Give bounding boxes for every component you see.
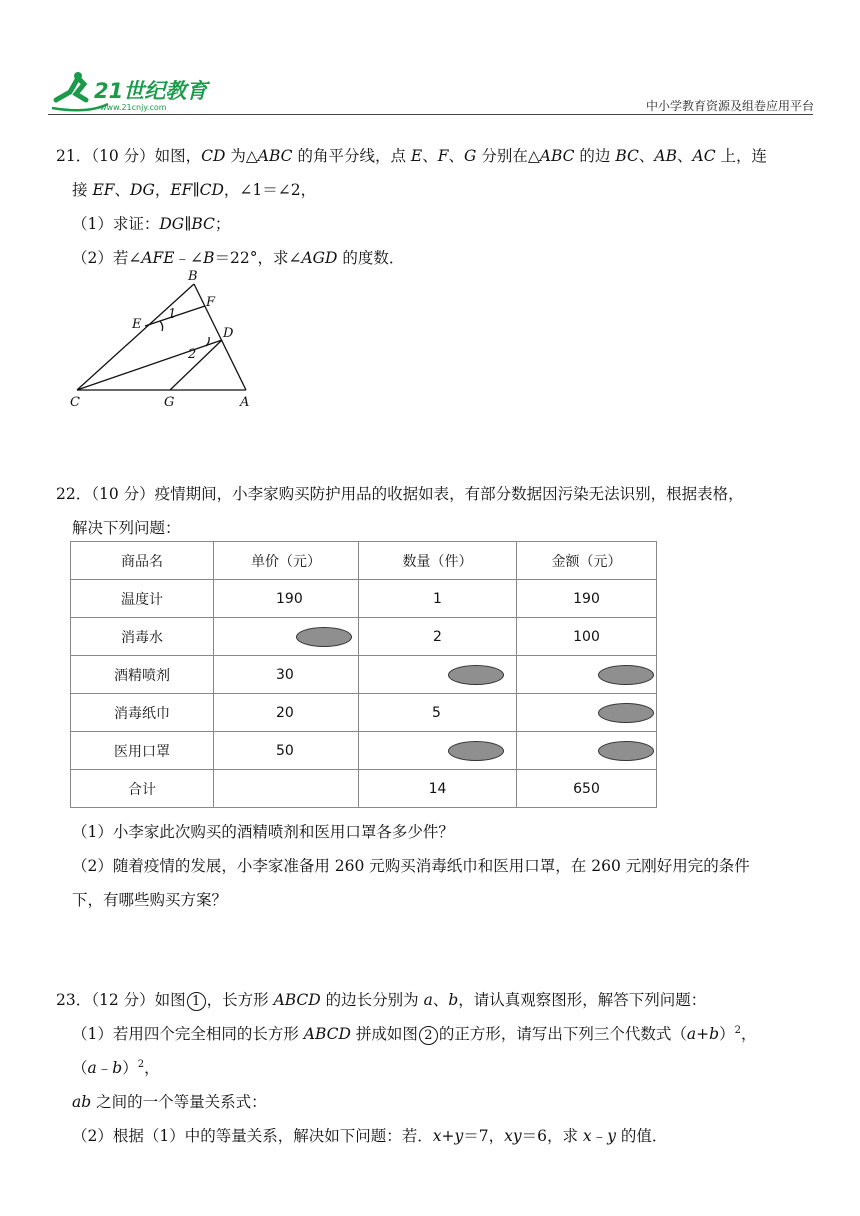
table-header-cell: 单价（元） — [214, 542, 359, 580]
unit-price-stained — [214, 618, 359, 656]
q22-line2: 解决下列问题： — [72, 519, 181, 537]
quantity: 5 — [359, 694, 517, 732]
stain-blot — [296, 627, 352, 647]
table-row — [71, 580, 657, 618]
product-name: 消毒纸巾 — [71, 694, 214, 732]
amount: 100 — [517, 618, 657, 656]
svg-text:B: B — [188, 269, 198, 284]
svg-text:F: F — [206, 295, 216, 310]
table-row — [71, 732, 657, 770]
unit-price: 30 — [214, 656, 359, 694]
svg-text:www.21cnjy.com: www.21cnjy.com — [100, 103, 167, 112]
q21-part1: （1）求证：DG∥BC； — [72, 215, 231, 233]
table-header-row — [71, 542, 657, 580]
svg-text:E: E — [132, 317, 142, 332]
site-logo — [48, 70, 218, 116]
svg-text:1: 1 — [168, 307, 177, 322]
table-header-cell: 金额（元） — [517, 542, 657, 580]
q21-line2: 接 EF、DG，EF∥CD，∠1＝∠2， — [72, 181, 317, 199]
runner-logo-icon — [48, 70, 218, 112]
svg-text:A: A — [240, 395, 250, 410]
q23-part1-line1: （1）若用四个完全相同的长方形 ABCD 拼成如图 2 的正方形，请写出下列三个代数式$(a+b)^2$， — [72, 1024, 757, 1043]
q21-part2: （2）若∠AFE﹣∠B＝22°，求∠AGD 的度数． — [72, 249, 405, 267]
stain-blot — [598, 665, 654, 685]
segment-CD — [77, 340, 222, 390]
amount: 650 — [517, 770, 657, 808]
header-divider — [48, 114, 813, 115]
edge-CB — [77, 284, 197, 390]
edge-BA — [194, 284, 246, 390]
product-name: 消毒水 — [71, 618, 214, 656]
platform-label: 中小学教育资源及组卷应用平台 — [645, 99, 814, 113]
q23-part2: （2）根据（1）中的等量关系，解决如下问题：若．x+y＝7，xy＝6，求 x﹣y 的值． — [72, 1127, 668, 1145]
amount: 190 — [517, 580, 657, 618]
amount-stained — [517, 694, 657, 732]
svg-text:C: C — [70, 395, 80, 410]
quantity: 1 — [359, 580, 517, 618]
table-row — [71, 694, 657, 732]
q22-part2-line1: （2）随着疫情的发展，小李家准备用 260 元购买消毒纸巾和医用口罩，在 260 元刚好用完的条件 — [72, 857, 750, 875]
unit-price: 190 — [214, 580, 359, 618]
amount-stained — [517, 656, 657, 694]
unit-price: 20 — [214, 694, 359, 732]
table-row — [71, 656, 657, 694]
stain-blot — [598, 703, 654, 723]
q23-part1-line2: （a﹣b）$^2$， — [72, 1058, 160, 1077]
svg-text:2: 2 — [188, 347, 197, 362]
q22-line1: 22．（10 分）疫情期间，小李家购买防护用品的收据如表，有部分数据因污染无法识别，根据表格， — [56, 485, 744, 503]
product-name: 温度计 — [71, 580, 214, 618]
svg-text:G: G — [164, 395, 175, 410]
q21-line1: 21．（10 分）如图，CD 为△ABC 的角平分线，点 E、F、G 分别在△ABC 的边 BC、AB、AC 上，连 — [56, 147, 768, 165]
unit-price — [214, 770, 359, 808]
figure-1-marker: 1 — [187, 992, 206, 1011]
stain-blot — [448, 741, 504, 761]
table-total-row — [71, 770, 657, 808]
product-name: 医用口罩 — [71, 732, 214, 770]
table-header-cell: 商品名 — [71, 542, 214, 580]
quantity-stained — [359, 732, 517, 770]
angle-1-arc — [160, 321, 163, 331]
q23-line1: 23．（12 分）如图 1 ，长方形 ABCD 的边长分别为 a、b，请认真观察图形，解答下列问题： — [56, 991, 707, 1009]
quantity-stained — [359, 656, 517, 694]
product-name: 酒精喷剂 — [71, 656, 214, 694]
unit-price: 50 — [214, 732, 359, 770]
stain-blot — [448, 665, 504, 685]
receipt-table — [70, 541, 657, 808]
stain-blot — [598, 741, 654, 761]
svg-text:D: D — [223, 326, 234, 341]
figure-2-marker: 2 — [419, 1026, 438, 1045]
quantity: 14 — [359, 770, 517, 808]
q23-part1-line3: ab 之间的一个等量关系式： — [72, 1093, 267, 1111]
product-name: 合计 — [71, 770, 214, 808]
table-header-cell: 数量（件） — [359, 542, 517, 580]
q22-part2-line2: 下，有哪些购买方案？ — [72, 891, 228, 909]
svg-text:21世纪教育: 21世纪教育 — [94, 79, 208, 103]
quantity: 2 — [359, 618, 517, 656]
q21-triangle-figure — [60, 266, 280, 411]
amount-stained — [517, 732, 657, 770]
q22-part1: （1）小李家此次购买的酒精喷剂和医用口罩各多少件？ — [72, 823, 454, 841]
table-row — [71, 618, 657, 656]
